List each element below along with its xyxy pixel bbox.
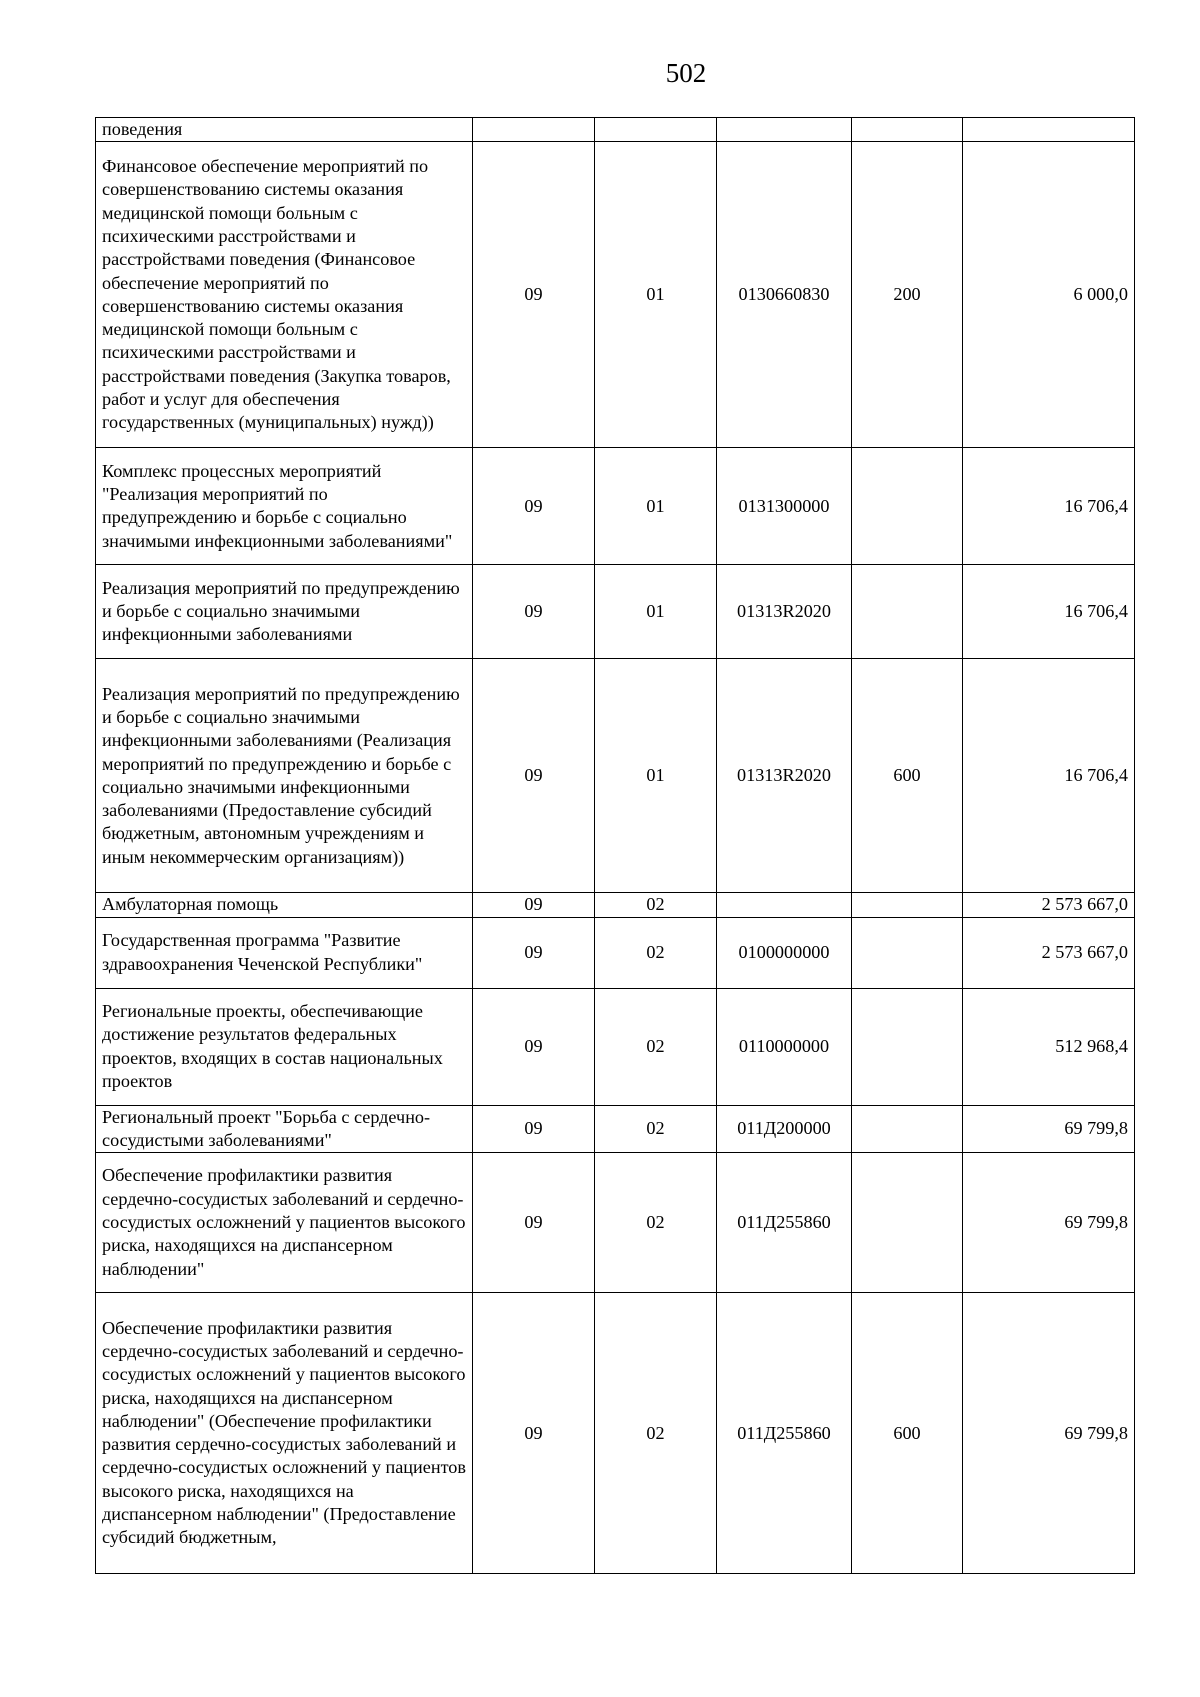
- row-name: Региональный проект "Борьба с сердечно-сосудистыми заболеваниями": [96, 1105, 473, 1153]
- subsection-code: 01: [595, 565, 717, 659]
- expense-type-code: [852, 565, 963, 659]
- amount: 6 000,0: [963, 142, 1135, 448]
- row-name: Реализация мероприятий по предупреждению и борьбе с социально значимыми инфекционными заболеваниями (Реализация мероприятий по предупреждению и борьбе с социально значимыми инфекционными заболеваниями (Предоставление субсидий бюджетным, автономным учреждениям и иным некоммерческим организациям)): [96, 659, 473, 893]
- table-row: [96, 142, 1135, 448]
- expense-type-code: [852, 448, 963, 565]
- amount: 69 799,8: [963, 1153, 1135, 1293]
- section-code: 09: [473, 1153, 595, 1293]
- target-article-code: [717, 893, 852, 917]
- amount: 69 799,8: [963, 1293, 1135, 1574]
- table-row: [96, 565, 1135, 659]
- subsection-code: 01: [595, 142, 717, 448]
- subsection-code: 02: [595, 1105, 717, 1153]
- expense-type-code: [852, 893, 963, 917]
- row-name: Амбулаторная помощь: [96, 893, 473, 917]
- section-code: 09: [473, 1293, 595, 1574]
- subsection-code: 02: [595, 1293, 717, 1574]
- section-code: 09: [473, 988, 595, 1105]
- table-row: [96, 988, 1135, 1105]
- expense-type-code: [852, 1105, 963, 1153]
- table-row: [96, 1153, 1135, 1293]
- table-row: [96, 118, 1135, 142]
- target-article-code: 0110000000: [717, 988, 852, 1105]
- amount: 2 573 667,0: [963, 917, 1135, 988]
- amount: 16 706,4: [963, 448, 1135, 565]
- target-article-code: 011Д200000: [717, 1105, 852, 1153]
- amount: 512 968,4: [963, 988, 1135, 1105]
- row-name: Финансовое обеспечение мероприятий по совершенствованию системы оказания медицинской помощи больным с психическими расстройствами и расстройствами поведения (Финансовое обеспечение мероприятий по совершенствованию системы оказания медицинской помощи больным с психическими расстройствами и расстройствами поведения (Закупка товаров, работ и услуг для обеспечения государственных (муниципальных) нужд)): [96, 142, 473, 448]
- subsection-code: 02: [595, 988, 717, 1105]
- target-article-code: 0100000000: [717, 917, 852, 988]
- section-code: 09: [473, 448, 595, 565]
- table-row: [96, 1293, 1135, 1574]
- target-article-code: 0130660830: [717, 142, 852, 448]
- row-name: Реализация мероприятий по предупреждению и борьбе с социально значимыми инфекционными заболеваниями: [96, 565, 473, 659]
- section-code: 09: [473, 659, 595, 893]
- expense-type-code: 200: [852, 142, 963, 448]
- expense-type-code: [852, 118, 963, 142]
- section-code: 09: [473, 565, 595, 659]
- target-article-code: 0131300000: [717, 448, 852, 565]
- table-row: [96, 917, 1135, 988]
- target-article-code: 01313R2020: [717, 659, 852, 893]
- section-code: 09: [473, 142, 595, 448]
- table-row: [96, 893, 1135, 917]
- amount: 16 706,4: [963, 565, 1135, 659]
- amount: 2 573 667,0: [963, 893, 1135, 917]
- budget-table: [95, 117, 1135, 1574]
- amount: 69 799,8: [963, 1105, 1135, 1153]
- row-name: Обеспечение профилактики развития сердечно-сосудистых заболеваний и сердечно-сосудистых осложнений у пациентов высокого риска, находящихся на диспансерном наблюдении": [96, 1153, 473, 1293]
- row-name: Комплекс процессных мероприятий "Реализация мероприятий по предупреждению и борьбе с социально значимыми инфекционными заболеваниями": [96, 448, 473, 565]
- target-article-code: [717, 118, 852, 142]
- section-code: 09: [473, 1105, 595, 1153]
- subsection-code: 02: [595, 1153, 717, 1293]
- section-code: [473, 118, 595, 142]
- page-number: 502: [665, 58, 707, 88]
- table-row: [96, 1105, 1135, 1153]
- target-article-code: 01313R2020: [717, 565, 852, 659]
- section-code: 09: [473, 893, 595, 917]
- amount: [963, 118, 1135, 142]
- target-article-code: 011Д255860: [717, 1153, 852, 1293]
- target-article-code: 011Д255860: [717, 1293, 852, 1574]
- expense-type-code: [852, 1153, 963, 1293]
- row-name: Государственная программа "Развитие здравоохранения Чеченской Республики": [96, 917, 473, 988]
- subsection-code: 02: [595, 917, 717, 988]
- expense-type-code: 600: [852, 659, 963, 893]
- expense-type-code: 600: [852, 1293, 963, 1574]
- section-code: 09: [473, 917, 595, 988]
- subsection-code: 01: [595, 659, 717, 893]
- row-name: поведения: [96, 118, 473, 142]
- table-row: [96, 448, 1135, 565]
- amount: 16 706,4: [963, 659, 1135, 893]
- subsection-code: 02: [595, 893, 717, 917]
- expense-type-code: [852, 988, 963, 1105]
- row-name: Региональные проекты, обеспечивающие достижение результатов федеральных проектов, входящих в состав национальных проектов: [96, 988, 473, 1105]
- row-name: Обеспечение профилактики развития сердечно-сосудистых заболеваний и сердечно-сосудистых осложнений у пациентов высокого риска, находящихся на диспансерном наблюдении" (Обеспечение профилактики развития сердечно-сосудистых заболеваний и сердечно-сосудистых осложнений у пациентов высокого риска, находящихся на диспансерном наблюдении" (Предоставление субсидий бюджетным,: [96, 1293, 473, 1574]
- table-row: [96, 659, 1135, 893]
- expense-type-code: [852, 917, 963, 988]
- subsection-code: [595, 118, 717, 142]
- subsection-code: 01: [595, 448, 717, 565]
